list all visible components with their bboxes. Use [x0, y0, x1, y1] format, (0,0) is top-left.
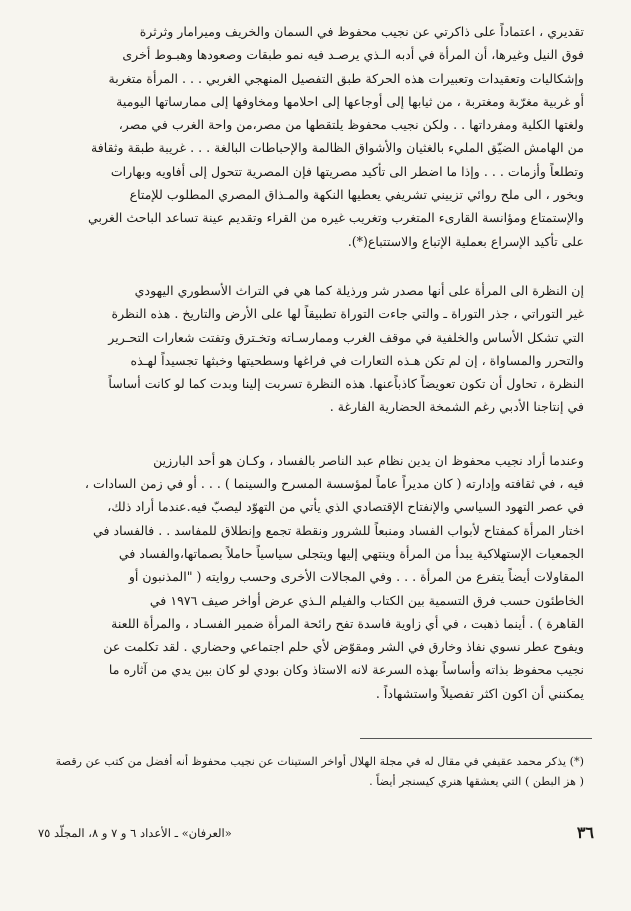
text-line: والتحرر والمساواة ، إن لم تكن هـذه التعارات في فراغها وسطحيتها وخبثها تجسيداً لهـذه	[130, 352, 584, 368]
text-line: الجمعيات الإستهلاكية يبدأ من المرأة وينتهي إليها ويتجلى سياسياً حاملاً بصماتها،والفساد في	[118, 545, 584, 561]
footnote-line: ( هز البطن ) التي يعشقها هنري كيسنجر أيضاً .	[369, 775, 584, 788]
text-line: وتطلعاً وأزمات . . . وإذا ما اضطر الى تأكيد مصريتها فإن المصرية تتحول إلى أفاويه وبهارات	[110, 163, 584, 179]
text-line: في عصر التهود السياسي والإنفتاح الإقتصادي الذي يأتي من التهوّد ليصبّ فيه.عندما أراد ذلك،	[107, 499, 584, 515]
page-footer	[38, 823, 594, 847]
running-head: «العرفان» ـ الأعداد ٦ و ٧ و ٨، المجلّد ٧٥	[38, 826, 232, 840]
text-line: ولغتها الكلية ومفرداتها . . ولكن نجيب محفوظ يلتقطها من مصر،من واحة الغرب في مصر،	[118, 117, 584, 133]
text-line: غير التوراتي ، جذر التوراة ـ والتي جاءت التوراة تطبيقاً لها على الأرض والتاريخ . هذه النظرة	[111, 306, 584, 322]
text-line: في إنتاجنا الأدبي رغم الشمخة الحضارية الفارغة .	[329, 399, 584, 415]
text-line: فوق النيل وغيرها، أن المرأة في أدبه الـذي يرصـد فيه نمو طبقات وصعودها وهبـوط أخرى	[122, 47, 584, 63]
text-line: على تأكيد الإسراع بعملية الإتباع والاستتباع(*).	[347, 233, 584, 249]
footnote	[38, 752, 584, 792]
text-line: أو غربية مغرّبة ومغتربة ، من ثيابها إلى أوجاعها إلى احلامها ومخاوفها إلى ممارساتها اليومية	[116, 93, 584, 109]
text-line: اختار المرأة كمفتاح لأبواب الفساد ومنبعاً للشرور ونقطة تجمع وإنطلاق للمفاسد . . فالفساد في	[92, 522, 584, 538]
text-line: نجيب محفوظ بذاته وأساساً بهذه السرعة لانه الاستاذ وكان بودي لو كان بين يدي من آثاره ما	[108, 662, 584, 678]
text-line: يمكنني أن اكون اكثر تفصيلاً واستشهاداً .	[375, 685, 584, 701]
text-line: وعندما أراد نجيب محفوظ ان يدين نظام عبد الناصر بالفساد ، وكـان هو أحد البارزين	[153, 452, 584, 468]
text-line: والإستمتاع ومؤانسة القارىء المتغرب وتغريب غيره من القراء وتقديم عينة تساعد الباحث الغربي	[88, 210, 584, 226]
text-line: إن النظرة الى المرأة على أنها مصدر شر ورذيلة كما هي في التراث الأسطوري اليهودي	[134, 282, 584, 298]
footnote-line: (*) يذكر محمد عقيفي في مقال له في مجلة الهلال أواخر الستينات عن نجيب محفوظ أنه أفضل من كتب عن رقصة	[55, 755, 584, 768]
text-line: وبخور ، الى ملح روائي تزييني تشريفي يعطيها النكهة والمـذاق المصري المطلوب للإمتاع	[129, 187, 584, 203]
paragraph-3	[38, 449, 584, 705]
text-line: النظرة ، تحاول أن تكون تعويضاً كاذباًعنها. هذه النظرة تسربت إلينا وبدت كما لو كانت أساساً	[108, 376, 584, 392]
text-line: ويفوح عطر نسوي نفاذ وخارق في الشر ومقوّض لأي حلم اجتماعي وحضاري . لقد تكلمت عن	[103, 639, 584, 655]
footnote-divider	[360, 738, 592, 739]
text-line: القاهرة ) . أينما ذهبت ، في أي زاوية فاسدة تفح رائحة المرأة ضمير الفسـاد ، والمرأة اللعنة	[111, 615, 584, 631]
text-line: الخاطئون حسب فرق التسمية بين الكتاب والفيلم الـذي عرض أواخر صيف ١٩٧٦ في	[149, 592, 584, 608]
paragraph-2	[38, 279, 584, 419]
text-line: المقاولات أيضاً يتفرع من المرأة . . . وفي المجالات الأخرى وحسب روايته ( "المذنبون أو	[128, 569, 584, 585]
text-line: من الهامش الضيّق المليء بالغثيان والأشواق الظالمة والإحباطات البالغة . . . غريبة طبقة وثقافة	[91, 140, 584, 156]
text-line: وإشكاليات وتعقيدات وتعبيرات هذه الحركة طبق التفصيل المنهجي الغربي . . . المرأة متغربة	[108, 70, 584, 86]
text-line: فيه ، في ثقافته وإدارته ( كان مديراً عاماً لمؤسسة المسرح والسينما ) . . . أو في زمن السادات ،	[84, 476, 584, 492]
text-line: تقديري ، اعتماداً على ذاكرتي عن نجيب محفوظ في السمان والخريف وميرامار وثرثرة	[139, 24, 584, 39]
text-line: التي تشكل الأساس والخلفية في موقف الغرب وممارسـاته وتخـترق وتفتت شعارات التحـرير	[108, 329, 584, 345]
page-number: ٣٦	[576, 823, 594, 842]
paragraph-1	[38, 20, 584, 253]
